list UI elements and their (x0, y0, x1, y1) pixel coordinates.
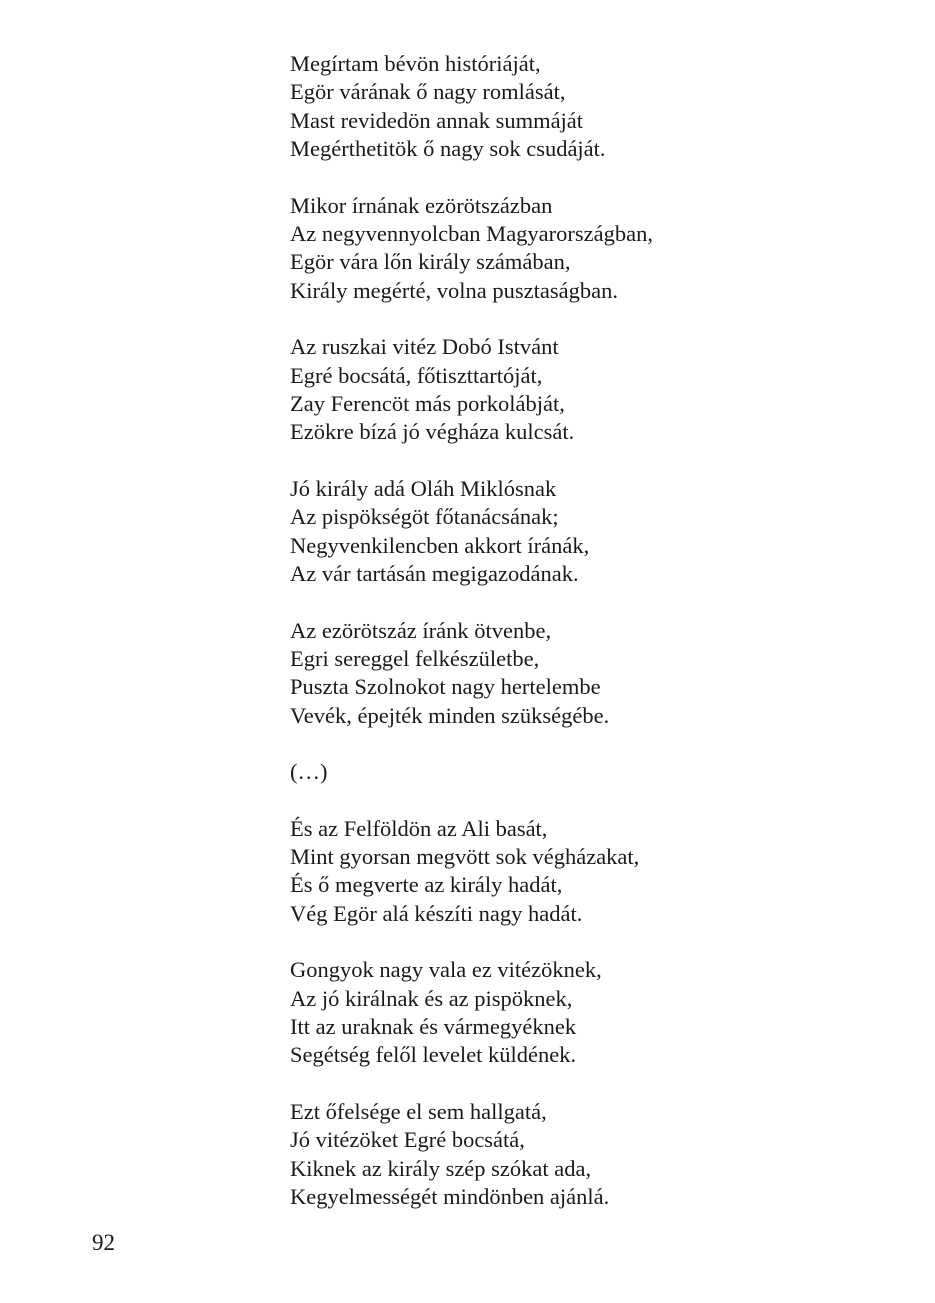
poem-line: Az pispökségöt főtanácsának; (290, 504, 559, 530)
stanza-6 (290, 815, 890, 929)
poem-line: Gongyok nagy vala ez vitézöknek, (290, 957, 602, 983)
poem-line: Az ruszkai vitéz Dobó Istvánt (290, 334, 559, 360)
poem-line: Az ezörötszáz íránk ötvenbe, (290, 617, 552, 643)
stanza-4 (290, 475, 890, 589)
stanza-8 (290, 1098, 890, 1212)
stanza-3 (290, 333, 890, 447)
poem-line: Vég Egör alá készíti nagy hadát. (290, 900, 583, 926)
poem-line: És ő megverte az király hadát, (290, 872, 563, 898)
poem-line: Az vár tartásán megigazodának. (290, 561, 579, 587)
poem-line: Ezökre bízá jó végháza kulcsát. (290, 419, 575, 445)
poem-line: Puszta Szolnokot nagy hertelembe (290, 674, 601, 700)
poem-line: És az Felföldön az Ali basát, (290, 815, 548, 841)
stanza-5 (290, 617, 890, 731)
poem-line: Kegyelmességét mindönben ajánlá. (290, 1184, 610, 1209)
poem-line: Segétség felől levelet küldének. (290, 1042, 577, 1068)
omission-marker (290, 758, 890, 786)
poem-line: Mast revidedön annak summáját (290, 107, 584, 133)
poem-line: Mint gyorsan megvött sok végházakat, (290, 843, 640, 869)
poem-line: Mikor írnának ezörötszázban (290, 192, 553, 218)
poem-line: Itt az uraknak és vármegyéknek (290, 1013, 577, 1039)
poem-line: Negyvenkilencben akkort íránák, (290, 532, 590, 558)
poem-line: Vevék, épejték minden szükségébe. (290, 702, 610, 728)
stanza-2 (290, 192, 890, 306)
poem-line: Egré bocsátá, főtiszttartóját, (290, 362, 543, 388)
poem-line: Egör vára lőn király számában, (290, 249, 571, 275)
poem-line: Kiknek az király szép szókat ada, (290, 1155, 592, 1181)
stanza-7 (290, 956, 890, 1070)
page-number: 92 (92, 1230, 115, 1255)
poem-line: Ezt őfelsége el sem hallgatá, (290, 1098, 547, 1124)
poem-line: Az jó királnak és az pispöknek, (290, 985, 573, 1011)
poem-line: Megérthetitök ő nagy sok csudáját. (290, 136, 606, 162)
poem-line: Az negyvennyolcban Magyarországban, (290, 221, 653, 247)
poem-line: Egör várának ő nagy romlását, (290, 79, 566, 105)
ellipsis: (…) (290, 759, 328, 785)
poem-line: Jó vitézöket Egré bocsátá, (290, 1127, 525, 1153)
poem-line: Megírtam bévön históriáját, (290, 51, 541, 76)
poem-line: Egri sereggel felkészületbe, (290, 645, 540, 671)
poem-line: Jó király adá Oláh Miklósnak (290, 475, 557, 501)
poem-line: Zay Ferencöt más porkolábját, (290, 391, 565, 417)
poem (290, 50, 890, 1239)
stanza-1 (290, 50, 890, 164)
poem-line: Király megérté, volna pusztaságban. (290, 277, 619, 303)
